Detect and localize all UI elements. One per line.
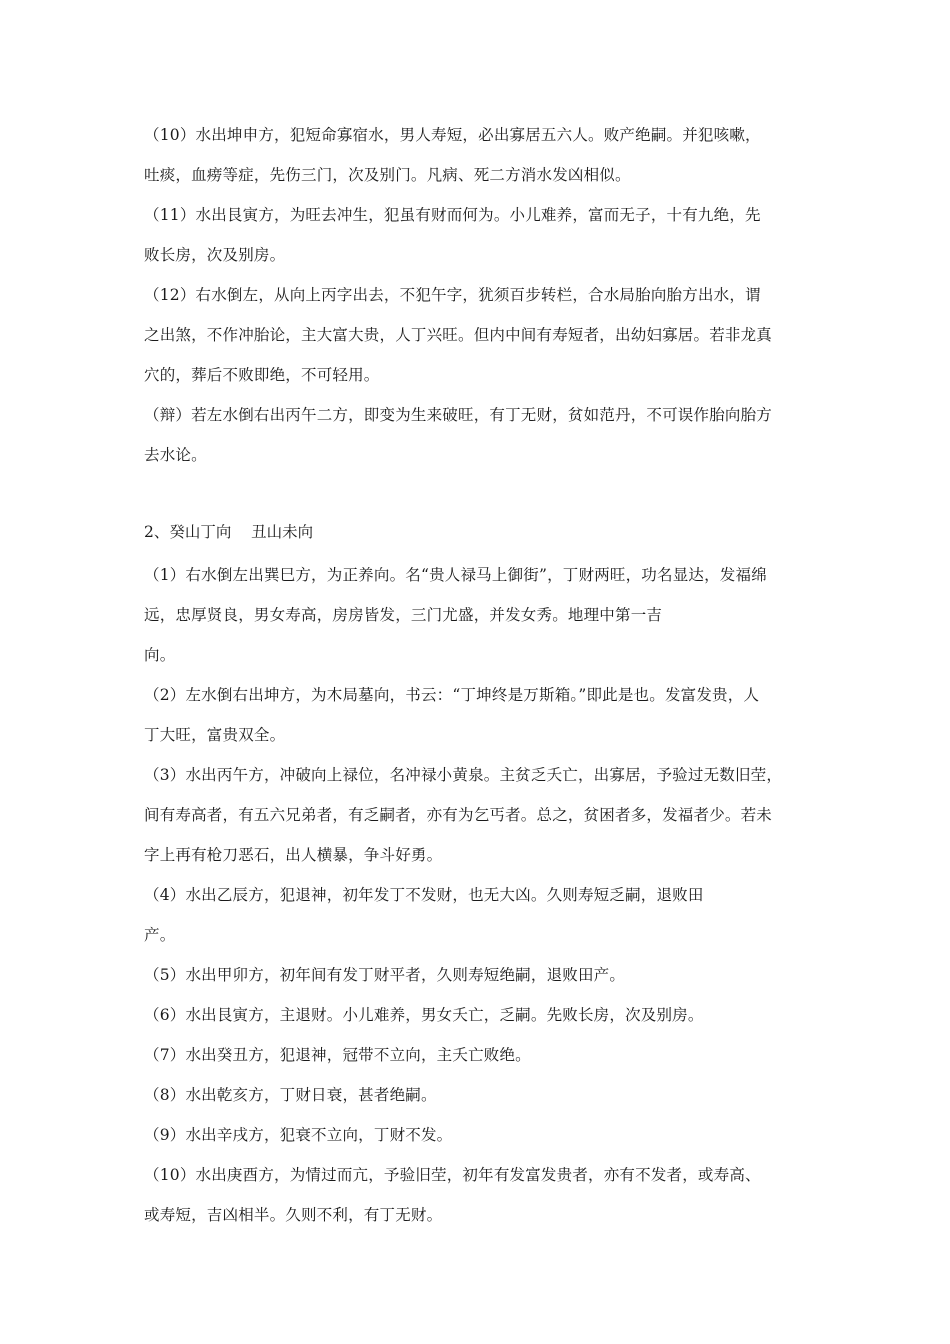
text-line: 间有寿高者，有五六兄弟者，有乏嗣者，亦有为乞丐者。总之，贫困者多，发福者少。若未 (144, 806, 773, 824)
paragraph-b2-4 (144, 875, 816, 955)
section-heading: 2、癸山丁向 丑山未向 (144, 523, 314, 541)
paragraph-b2-5 (144, 955, 816, 995)
text-line: （5）水出甲卯方，初年间有发丁财平者，久则寿短绝嗣，退败田产。 (144, 966, 626, 984)
text-line: 之出煞，不作冲胎论，主大富大贵，人丁兴旺。但内中间有寿短者，出幼妇寡居。若非龙真 (144, 326, 773, 344)
text-line: （10）水出庚酉方，为情过而亢，予验旧茔，初年有发富发贵者，亦有不发者，或寿高、 (144, 1166, 761, 1184)
text-line: 去水论。 (144, 446, 207, 464)
text-line: 字上再有枪刀恶石，出人横暴，争斗好勇。 (144, 846, 443, 864)
text-line: （11）水出艮寅方，为旺去冲生，犯虽有财而何为。小儿难养，富而无子，十有九绝，先 (144, 206, 761, 224)
text-line: 远，忠厚贤良，男女寿高，房房皆发，三门尤盛，并发女秀。地理中第一吉 (144, 606, 663, 624)
text-line: 产。 (144, 926, 176, 944)
text-line: （8）水出乾亥方，丁财日衰，甚者绝嗣。 (144, 1086, 437, 1104)
text-line: 向。 (144, 646, 176, 664)
text-line: 败长房，次及别房。 (144, 246, 286, 264)
text-line: （1）右水倒左出巽巳方，为正养向。名“贵人禄马上御街”，丁财两旺，功名显达，发福绵 (144, 566, 767, 584)
paragraph-b2-8 (144, 1075, 816, 1115)
text-line: （3）水出丙午方，冲破向上禄位，名冲禄小黄泉。主贫乏夭亡，出寡居，予验过无数旧茔， (144, 766, 783, 784)
text-line: （7）水出癸丑方，犯退神，冠带不立向，主夭亡败绝。 (144, 1046, 531, 1064)
paragraph-b2-6 (144, 995, 816, 1035)
paragraph-b2-10 (144, 1155, 816, 1235)
text-line: （辩）若左水倒右出丙午二方，即变为生来破旺，有丁无财，贫如范丹，不可误作胎向胎方 (144, 406, 773, 424)
text-line: （12）右水倒左，从向上丙字出去，不犯午字，犹须百步转栏，合水局胎向胎方出水，谓 (144, 286, 761, 304)
paragraph-b2-9 (144, 1115, 816, 1155)
paragraph-b1-bian (144, 395, 816, 475)
paragraph-b2-7 (144, 1035, 816, 1075)
text-line: 吐痰，血痨等症，先伤三门，次及别门。凡病、死二方消水发凶相似。 (144, 166, 631, 184)
text-line: （9）水出辛戌方，犯衰不立向，丁财不发。 (144, 1126, 453, 1144)
text-line: （4）水出乙辰方，犯退神，初年发丁不发财，也无大凶。久则寿短乏嗣，退败田 (144, 886, 704, 904)
text-line: 或寿短，吉凶相半。久则不利，有丁无财。 (144, 1206, 443, 1224)
paragraph-b2-3 (144, 755, 816, 875)
text-line: （10）水出坤申方，犯短命寡宿水，男人寿短，必出寡居五六人。败产绝嗣。并犯咳嗽， (144, 126, 761, 144)
paragraph-b2-2 (144, 675, 816, 755)
paragraph-b2-1 (144, 555, 816, 675)
paragraph-b1-12 (144, 275, 816, 395)
paragraph-b1-11 (144, 195, 816, 275)
paragraph-b1-10 (144, 115, 816, 195)
text-line: 穴的，葬后不败即绝，不可轻用。 (144, 366, 380, 384)
text-line: （2）左水倒右出坤方，为木局墓向，书云：“丁坤终是万斯箱。”即此是也。发富发贵，人 (144, 686, 760, 704)
text-line: 丁大旺，富贵双全。 (144, 726, 286, 744)
text-line: （6）水出艮寅方，主退财。小儿难养，男女夭亡，乏嗣。先败长房，次及别房。 (144, 1006, 704, 1024)
